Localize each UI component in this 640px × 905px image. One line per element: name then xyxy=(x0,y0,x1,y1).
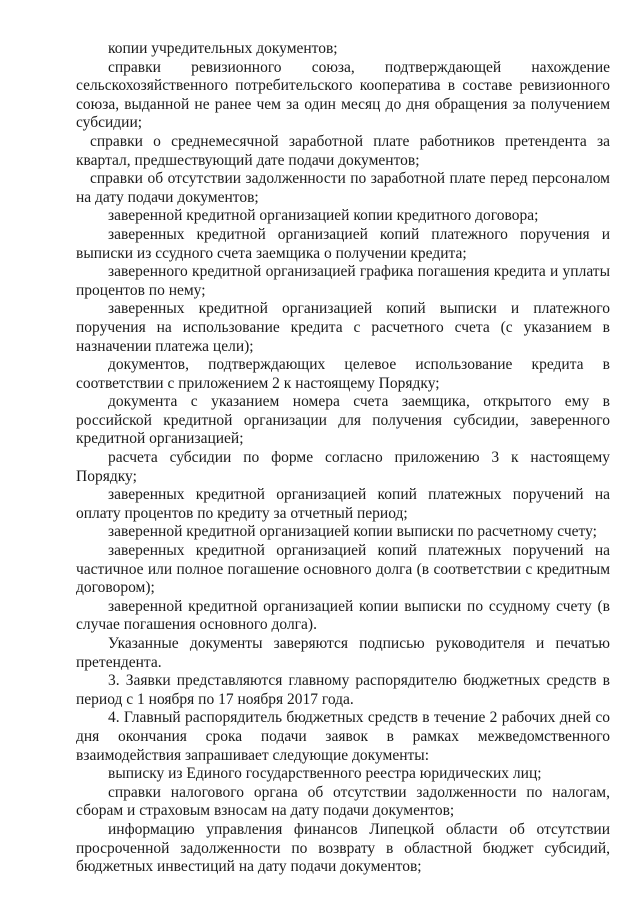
doc-paragraph: справки о среднемесячной заработной плате работников претендента за квартал, предшествующий дате подачи документов; xyxy=(76,132,610,169)
doc-paragraph: 4. Главный распорядитель бюджетных средств в течение 2 рабочих дней со дня окончания срока подачи заявок в рамках межведомственного взаимодействия запрашивает следующие документы: xyxy=(76,709,610,764)
doc-paragraph: расчета субсидии по форме согласно приложению 3 к настоящему Порядку; xyxy=(76,449,610,485)
doc-paragraph: информацию управления финансов Липецкой области об отсутствии просроченной задолженности по возврату в областной бюджет субсидий, бюджетных инвестиций на дату подачи документов; xyxy=(76,820,610,876)
doc-paragraph: выписку из Единого государственного реестра юридических лиц; xyxy=(108,765,542,783)
doc-paragraph: заверенного кредитной организацией графика погашения кредита и уплаты процентов по нему; xyxy=(76,263,610,299)
doc-paragraph: справки ревизионного союза, подтверждающей нахождение сельскохозяйственного потребительского кооператива в составе ревизионного союза, выданной не ранее чем за один месяц до дня обращения за получением субсидии; xyxy=(76,58,610,132)
doc-paragraph: заверенных кредитной организацией копий платежных поручений на частичное или полное погашение основного долга (в соответствии с кредитным договором); xyxy=(76,542,610,597)
doc-paragraph: заверенных кредитной организацией копий платежных поручений на оплату процентов по кредиту за отчетный период; xyxy=(76,486,610,522)
doc-paragraph: заверенной кредитной организацией копии выписки по расчетному счету; xyxy=(108,523,597,541)
doc-paragraph: документов, подтверждающих целевое использование кредита в соответствии с приложением 2 к настоящему Порядку; xyxy=(76,356,610,392)
doc-paragraph: документа с указанием номера счета заемщика, открытого ему в российской кредитной организации для получения субсидии, заверенного кредитной организацией; xyxy=(76,393,610,448)
doc-paragraph: заверенной кредитной организацией копии выписки по ссудному счету (в случае погашения основного долга). xyxy=(76,597,610,634)
document-body xyxy=(76,40,610,877)
doc-paragraph: справки налогового органа об отсутствии задолженности по налогам, сборам и страховым взносам на дату подачи документов; xyxy=(76,783,610,820)
doc-paragraph: справки об отсутствии задолженности по заработной плате перед персоналом на дату подачи документов; xyxy=(76,170,610,206)
doc-paragraph: заверенных кредитной организацией копий выписки и платежного поручения на использование кредита с расчетного счета (с указанием в назначении платежа цели); xyxy=(76,300,610,355)
doc-paragraph: копии учредительных документов; xyxy=(108,40,338,57)
doc-paragraph: 3. Заявки представляются главному распорядителю бюджетных средств в период с 1 ноября по 17 ноября 2017 года. xyxy=(76,672,610,708)
doc-paragraph: заверенной кредитной организацией копии кредитного договора; xyxy=(108,207,539,225)
doc-paragraph: заверенных кредитной организацией копий платежного поручения и выписки из ссудного счета заемщика о получении кредита; xyxy=(76,225,610,262)
doc-paragraph: Указанные документы заверяются подписью руководителя и печатью претендента. xyxy=(76,635,610,671)
